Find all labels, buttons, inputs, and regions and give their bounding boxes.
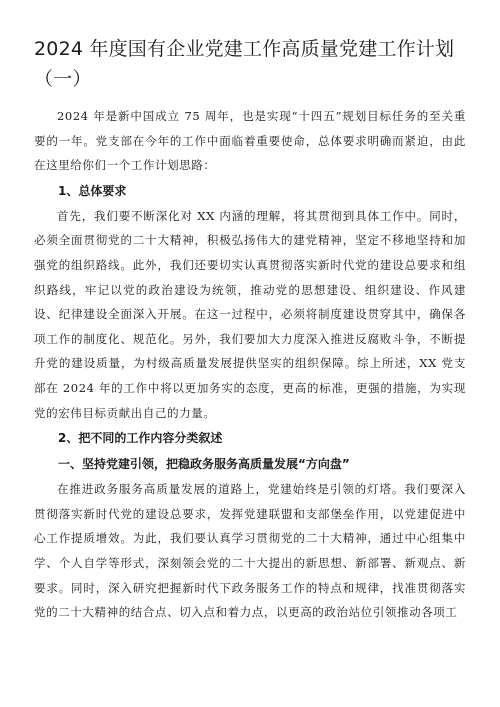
- section-2-heading: 2、把不同的工作内容分类叙述: [58, 431, 223, 446]
- intro-paragraph: 2024 年是新中国成立 75 周年，也是实现“十四五”规划目标任务的至关重要的一年。党支部在今年的工作中面临着重要使命，总体要求明确而紧迫，由此在这里给你们一个工作计划思路：: [34, 109, 466, 173]
- subsection-1-paragraph: 在推进政务服务高质量发展的道路上，党建始终是引领的灯塔。我们要深入贯彻落实新时代党的建设总要求，发挥党建联盟和支部堡垒作用，以党建促进中心工作提质增效。为此，我们要认真学习贯彻党的二十大精神，通过中心组集中学、个人自学等形式，深刻领会党的二十大提出的新思想、新部署、新观点、新要求。同时，深入研究把握新时代下政务服务工作的特点和规律，找准贯彻落实党的二十大精神的结合点、切入点和着力点，以更高的政治站位引领推动各项工: [34, 482, 466, 620]
- document-title: 2024 年度国有企业党建工作高质量党建工作计划（一）: [34, 38, 455, 90]
- section-1-heading: 1、总体要求: [58, 183, 127, 198]
- section-1-paragraph: 首先，我们要不断深化对 XX 内涵的理解，将其贯彻到具体工作中。同时，必须全面贯彻党的二十大精神，积极弘扬伟大的建党精神，坚定不移地坚持和加强党的组织路线。此外，我们还要切实认真贯彻落实新时代党的建设总要求和组织路线，牢记以党的政治建设为统领，推动党的思想建设、组织建设、作风建设、纪律建设全面深入开展。在这一过程中，必须将制度建设贯穿其中，确保各项工作的制度化、规范化。另外，我们要加大力度深入推进反腐败斗争，不断提升党的建设质量，为村级高质量发展提供坚实的组织保障。综上所述，XX 党支部在 2024 年的工作中将以更加务实的态度，更高的标准，更强的措施，为实现党的宏伟目标贡献出自己的力量。: [34, 208, 466, 420]
- subsection-1-heading: 一、坚持党建引领，把稳政务服务高质量发展“方向盘”: [58, 457, 350, 472]
